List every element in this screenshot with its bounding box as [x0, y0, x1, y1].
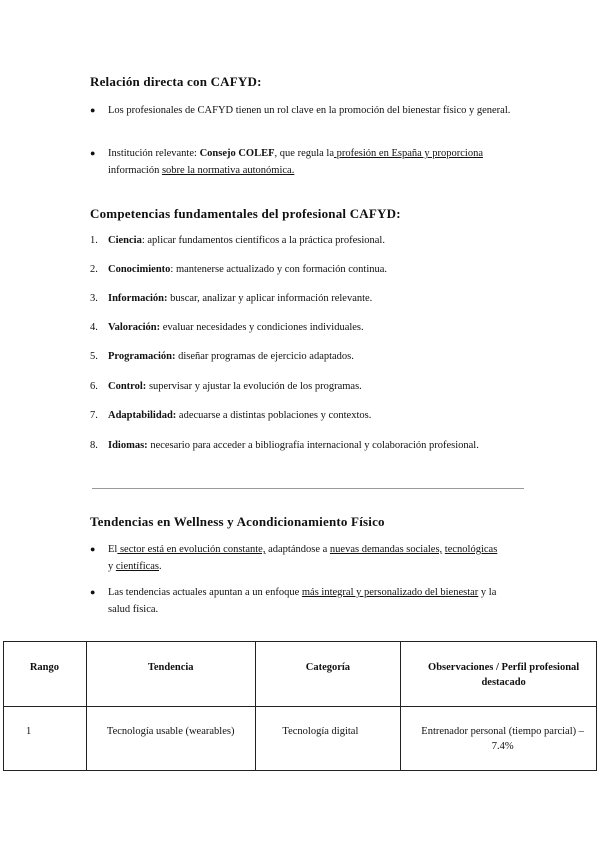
list-number: 7.: [90, 410, 98, 421]
header-rango: Rango: [4, 642, 87, 707]
link-profesion[interactable]: profesión en España y proporciona: [334, 148, 484, 159]
list-item: Información: buscar, analizar y aplicar información relevante.: [108, 293, 373, 304]
bullet-sector: El sector está en evolución constante, adaptándose a nuevas demandas sociales, tecnológicas y científicas.: [108, 544, 498, 572]
header-observaciones: Observaciones / Perfil profesional destacado: [401, 642, 597, 707]
list-number: 4.: [90, 322, 98, 333]
bullet-marker: ●: [90, 105, 96, 115]
section-heading-cafyd: Relación directa con CAFYD:: [90, 74, 262, 89]
bullet-marker: ●: [90, 148, 96, 158]
list-number: 2.: [90, 264, 98, 275]
link-normativa[interactable]: sobre la normativa autonómica.: [161, 165, 295, 176]
list-number: 6.: [90, 381, 98, 392]
header-categoria: Categoría: [255, 642, 401, 707]
list-item: Idiomas: necesario para acceder a bibliografía internacional y colaboración profesional.: [108, 440, 479, 451]
section-heading-tendencias: Tendencias en Wellness y Acondicionamiento Físico: [90, 514, 385, 529]
list-item: Adaptabilidad: adecuarse a distintas poblaciones y contextos.: [108, 410, 372, 421]
list-item: Conocimiento: mantenerse actualizado y con formación continua.: [108, 264, 388, 275]
link-sector[interactable]: sector está en evolución constante,: [117, 544, 266, 555]
cell-categoria: Tecnología digital: [255, 707, 401, 771]
list-number: 3.: [90, 293, 98, 304]
horizontal-divider: [92, 488, 524, 489]
cell-tendencia: Tecnología usable (wearables): [86, 707, 255, 771]
link-demandas[interactable]: nuevas demandas sociales,: [329, 544, 443, 555]
cell-rango: 1: [4, 707, 87, 771]
cell-observaciones: Entrenador personal (tiempo parcial) – 7.4%: [401, 707, 597, 771]
list-item: Control: supervisar y ajustar la evolución de los programas.: [108, 381, 362, 392]
bullet-marker: ●: [90, 587, 96, 597]
list-number: 1.: [90, 235, 98, 246]
list-item: Ciencia: aplicar fundamentos científicos a la práctica profesional.: [108, 235, 385, 246]
list-number: 5.: [90, 351, 98, 362]
bullet-marker: ●: [90, 544, 96, 554]
bullet-colef: Institución relevante: Consejo COLEF, que regula la profesión en España y proporciona información sobre la normativa autonómica.: [108, 148, 484, 176]
table-header-row: [4, 642, 597, 707]
link-cientificas[interactable]: científicas: [115, 561, 160, 572]
list-item: Programación: diseñar programas de ejercicio adaptados.: [108, 351, 354, 362]
list-item: Valoración: evaluar necesidades y condiciones individuales.: [108, 322, 364, 333]
link-enfoque[interactable]: más integral y personalizado del bienestar: [301, 587, 479, 598]
table-row: [4, 707, 597, 771]
trends-table: [3, 641, 597, 771]
link-tecnologicas[interactable]: tecnológicas: [444, 544, 498, 555]
list-number: 8.: [90, 440, 98, 451]
bullet-tendencias: Las tendencias actuales apuntan a un enfoque más integral y personalizado del bienestar y la salud física.: [108, 587, 497, 615]
bullet-cafyd-role: Los profesionales de CAFYD tienen un rol clave en la promoción del bienestar físico y general.: [108, 105, 511, 116]
section-heading-competencias: Competencias fundamentales del profesional CAFYD:: [90, 206, 401, 221]
header-tendencia: Tendencia: [86, 642, 255, 707]
